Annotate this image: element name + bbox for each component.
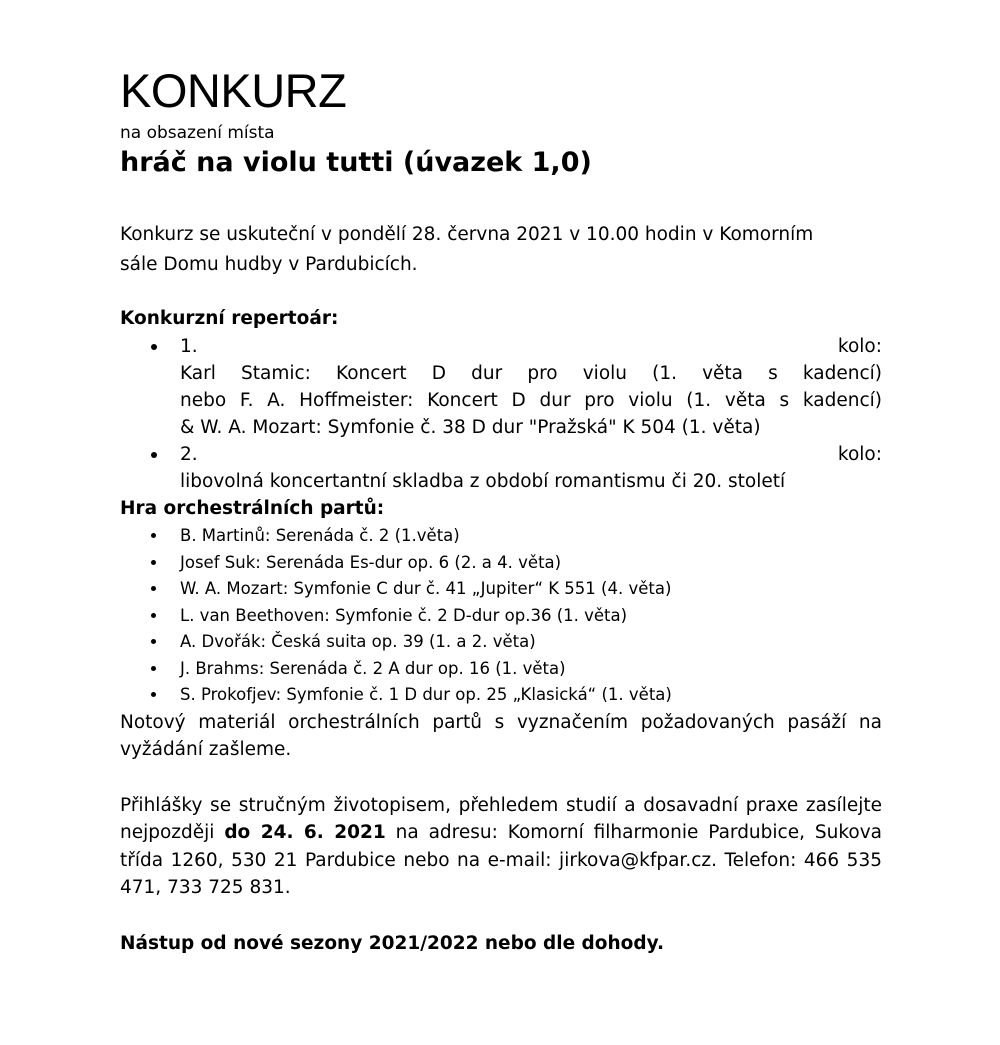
sheet-music-note: Notový materiál orchestrálních partů s vyznačením požadovaných pasáží na vyžádání zašleme.: [120, 711, 882, 760]
application-contact: na adresu: Komorní filharmonie Pardubice, Sukova třída 1260, 530 21 Pardubice nebo na e-mail: jirkova@kfpar.cz. Telefon: 466 535 471, 733 725 831.: [120, 822, 882, 898]
application-info: [120, 792, 882, 902]
orchestral-part-item: Josef Suk: Serenáda Es-dur op. 6 (2. a 4. věta): [120, 550, 882, 577]
orchestral-parts-heading: Hra orchestrálních partů:: [120, 498, 385, 519]
round-label: kolo:: [837, 336, 882, 357]
round-heading: [180, 441, 882, 468]
orchestral-parts-list: [120, 523, 882, 709]
repertoire-heading: Konkurzní repertoár:: [120, 308, 339, 329]
position-title: hráč na violu tutti (úvazek 1,0): [120, 147, 592, 178]
document-title: KONKURZ: [120, 64, 347, 117]
orchestral-part-item: S. Prokofjev: Symfonie č. 1 D dur op. 25 „Klasická“ (1. věta): [120, 682, 882, 709]
application-deadline: do 24. 6. 2021: [224, 822, 386, 843]
round-label: kolo:: [837, 444, 882, 465]
orchestral-part-item: W. A. Mozart: Symfonie C dur č. 41 „Jupiter“ K 551 (4. věta): [120, 576, 882, 603]
round-piece-line: & W. A. Mozart: Symfonie č. 38 D dur "Pražská" K 504 (1. věta): [180, 417, 761, 438]
orchestral-part-item: A. Dvořák: Česká suita op. 39 (1. a 2. věta): [120, 629, 882, 656]
round-item: [120, 441, 882, 495]
round-number: 1.: [180, 336, 198, 357]
round-piece-line: libovolná koncertantní skladba z období romantismu či 20. století: [180, 471, 786, 492]
orchestral-part-item: J. Brahms: Serenáda č. 2 A dur op. 16 (1. věta): [120, 656, 882, 683]
document-subtitle: na obsazení místa: [120, 123, 275, 143]
orchestral-part-item: L. van Beethoven: Symfonie č. 2 D-dur op.36 (1. věta): [120, 603, 882, 630]
round-heading: [180, 333, 882, 360]
start-date-note: Nástup od nové sezony 2021/2022 nebo dle dohody.: [120, 932, 665, 954]
round-piece-line: nebo F. A. Hoffmeister: Koncert D dur pro violu (1. věta s kadencí): [180, 390, 882, 411]
application-text: Přihlášky se stručným životopisem, přehledem studií a dosavadní praxe zasílejte nejpozději: [120, 794, 882, 843]
rounds-list: [120, 333, 882, 495]
round-item: [120, 333, 882, 441]
round-piece-line: Karl Stamic: Koncert D dur pro violu (1. věta s kadencí): [180, 363, 882, 384]
orchestral-part-item: B. Martinů: Serenáda č. 2 (1.věta): [120, 523, 882, 550]
audition-info: [120, 220, 830, 280]
round-number: 2.: [180, 444, 198, 465]
audition-info-line-1: Konkurz se uskuteční v pondělí 28. června 2021 v 10.00 hodin v Komorním: [120, 224, 814, 245]
audition-info-line-2: sále Domu hudby v Pardubicích.: [120, 254, 418, 275]
document-page: [120, 62, 882, 958]
